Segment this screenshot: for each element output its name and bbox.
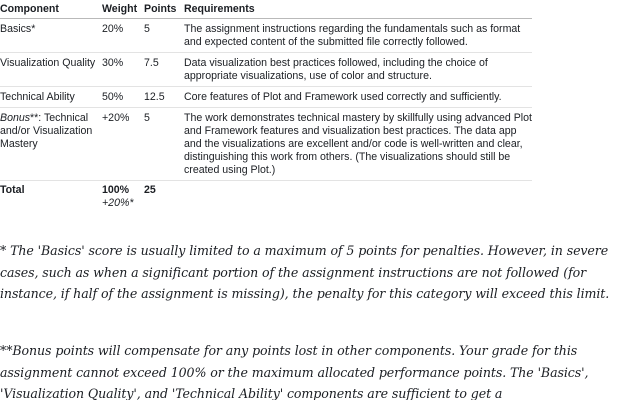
cell-requirements: Core features of Plot and Framework used correctly and sufficiently. [184,87,532,108]
cell-points: 12.5 [144,87,184,108]
footnote-bonus: **Bonus points will compensate for any points lost in other components. Your grade for this assignment cannot exceed 100% or the maximum allocated performance points. The 'Basics', 'Visualization Quality', and 'Technical Ability' components are sufficient to get a [0,343,589,400]
table-row-total [0,181,532,214]
header-requirements: Requirements [184,0,532,19]
total-weight-bonus: +20%* [102,197,134,209]
cell-component: Technical Ability [0,87,102,108]
cell-requirements: The work demonstrates technical mastery by skillfully using advanced Plot and Framework features and visualization best practices. The data app and the visualizations are excellent and/or code is well-written and clear, distinguishing this work from others. (The visualizations should still be created using Plot.) [184,108,532,181]
table-body [0,19,532,214]
total-requirements-empty [184,181,532,214]
cell-weight: 50% [102,87,144,108]
table-row-visualization-quality [0,53,532,87]
cell-component: Visualization Quality [0,53,102,87]
header-weight: Weight [102,0,144,19]
table-row-bonus [0,108,532,181]
total-weight-cell [102,181,144,214]
total-points: 25 [144,184,156,196]
cell-weight: 20% [102,19,144,53]
cell-weight: 30% [102,53,144,87]
total-weight: 100% [102,184,130,196]
cell-weight: +20% [102,108,144,181]
bonus-label: Bonus [0,112,31,124]
table-row-technical-ability [0,87,532,108]
bonus-label-rest: **: Technical and/or Visualization Mastery [0,112,93,150]
cell-points: 5 [144,19,184,53]
cell-component [0,108,102,181]
cell-component: Basics* [0,19,102,53]
header-row [0,0,532,19]
footnote-basics: * The 'Basics' score is usually limited to a maximum of 5 points for penalties. However, in severe cases, such as when a significant portion of the assignment instructions are not followed (for instance, if half of the assignment is missing), the penalty for this category will exceed this limit. [0,243,610,301]
cell-requirements: Data visualization best practices followed, including the choice of appropriate visualizations, use of color and structure. [184,53,532,87]
table-header [0,0,532,19]
table-row-basics [0,19,532,53]
cell-requirements: The assignment instructions regarding the fundamentals such as format and expected content of the submitted file correctly followed. [184,19,532,53]
header-component: Component [0,0,102,19]
total-label: Total [0,184,25,196]
cell-points: 5 [144,108,184,181]
cell-points: 7.5 [144,53,184,87]
header-points: Points [144,0,184,19]
grading-rubric-table [0,0,532,213]
